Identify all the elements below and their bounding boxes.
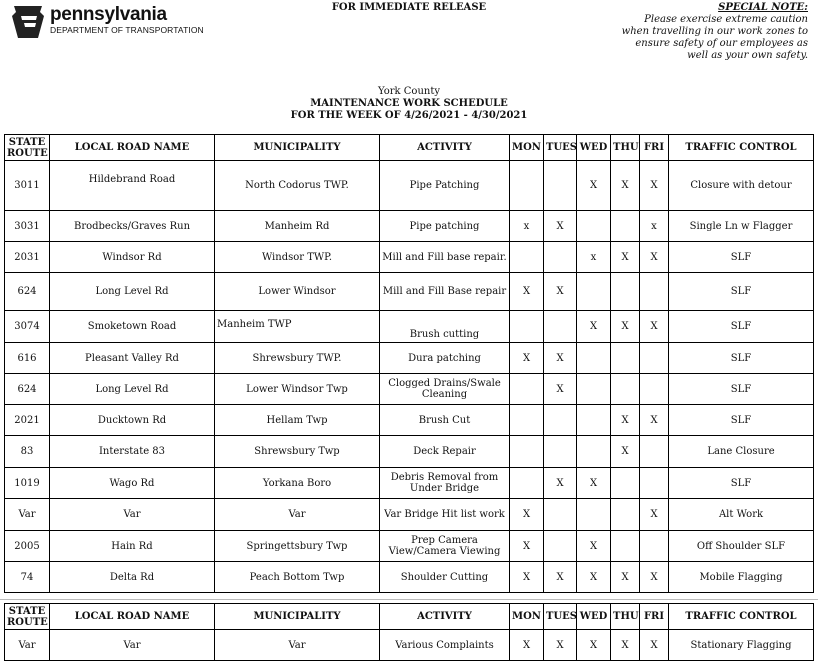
traffic-cell: SLF	[669, 374, 814, 405]
tues-cell	[544, 405, 577, 436]
traffic-cell: Alt Work	[669, 499, 814, 531]
road-cell: Hain Rd	[50, 531, 215, 562]
wed-cell: x	[577, 242, 611, 273]
tues-cell	[544, 242, 577, 273]
tues-cell	[544, 161, 577, 211]
wed-cell	[577, 436, 611, 468]
fri-cell: X	[640, 499, 669, 531]
col-state-route: STATE ROUTE	[5, 135, 50, 161]
special-note-title: SPECIAL NOTE:	[718, 2, 808, 13]
activity-cell: Mill and Fill Base repair	[380, 273, 510, 311]
mon-cell: x	[510, 211, 544, 242]
special-note-line: well as your own safety.	[687, 50, 808, 61]
mon-cell	[510, 161, 544, 211]
release-label: FOR IMMEDIATE RELEASE	[331, 2, 487, 13]
wed-cell	[577, 499, 611, 531]
traffic-cell: SLF	[669, 405, 814, 436]
route-cell: 3031	[5, 211, 50, 242]
tues-cell: X	[544, 343, 577, 374]
col-fri: FRI	[640, 604, 669, 630]
wed-cell: X	[577, 468, 611, 499]
road-cell: Smoketown Road	[50, 311, 215, 343]
thu-cell: X	[611, 405, 640, 436]
fri-cell	[640, 436, 669, 468]
tues-cell	[544, 311, 577, 343]
col-thu: THU	[611, 135, 640, 161]
municipality-cell: Lower Windsor Twp	[215, 374, 380, 405]
thu-cell: X	[611, 161, 640, 211]
route-cell: Var	[5, 630, 50, 661]
fri-cell	[640, 343, 669, 374]
special-note-line: Please exercise extreme caution	[644, 14, 808, 25]
activity-cell: Pipe patching	[380, 211, 510, 242]
activity-cell: Pipe Patching	[380, 161, 510, 211]
thu-cell: X	[611, 242, 640, 273]
tues-cell	[544, 436, 577, 468]
thu-cell	[611, 468, 640, 499]
col-traffic: TRAFFIC CONTROL	[669, 604, 814, 630]
mon-cell	[510, 311, 544, 343]
traffic-cell: SLF	[669, 242, 814, 273]
table-row	[5, 273, 814, 311]
fri-cell	[640, 273, 669, 311]
traffic-cell: Off Shoulder SLF	[669, 531, 814, 562]
col-municipality: MUNICIPALITY	[215, 604, 380, 630]
activity-cell: Debris Removal from Under Bridge	[380, 468, 510, 499]
table-row	[5, 374, 814, 405]
mon-cell	[510, 405, 544, 436]
table-row	[5, 211, 814, 242]
road-cell: Ducktown Rd	[50, 405, 215, 436]
special-note-line: ensure safety of our employees as	[635, 38, 808, 49]
fri-cell: X	[640, 405, 669, 436]
route-cell: 74	[5, 562, 50, 593]
wed-cell	[577, 343, 611, 374]
wed-cell	[577, 374, 611, 405]
table-row	[5, 311, 814, 343]
traffic-cell: Stationary Flagging	[669, 630, 814, 661]
county-name: York County	[378, 86, 440, 97]
tues-cell: X	[544, 374, 577, 405]
activity-cell: Shoulder Cutting	[380, 562, 510, 593]
municipality-cell: Var	[215, 630, 380, 661]
table-row	[5, 161, 814, 211]
traffic-cell: SLF	[669, 273, 814, 311]
col-mon: MON	[510, 604, 544, 630]
fri-cell: X	[640, 242, 669, 273]
municipality-cell: Windsor TWP.	[215, 242, 380, 273]
tues-cell: X	[544, 211, 577, 242]
table-row	[5, 436, 814, 468]
tues-cell: X	[544, 562, 577, 593]
activity-cell: Dura patching	[380, 343, 510, 374]
mon-cell: X	[510, 562, 544, 593]
municipality-cell: Manheim Rd	[215, 211, 380, 242]
mon-cell	[510, 468, 544, 499]
route-cell: 3011	[5, 161, 50, 211]
municipality-cell: Peach Bottom Twp	[215, 562, 380, 593]
thu-cell	[611, 531, 640, 562]
mon-cell	[510, 374, 544, 405]
activity-cell: Deck Repair	[380, 436, 510, 468]
col-tues: TUES	[544, 604, 577, 630]
table-row	[5, 499, 814, 531]
col-traffic: TRAFFIC CONTROL	[669, 135, 814, 161]
special-note	[608, 2, 808, 62]
activity-cell: Var Bridge Hit list work	[380, 499, 510, 531]
special-note-line: when travelling in our work zones to	[621, 26, 808, 37]
table-header-row	[5, 135, 814, 161]
table-row	[5, 562, 814, 593]
schedule-heading	[0, 86, 818, 122]
fri-cell	[640, 531, 669, 562]
activity-cell: Various Complaints	[380, 630, 510, 661]
logo-department: DEPARTMENT OF TRANSPORTATION	[50, 25, 204, 35]
wed-cell: X	[577, 562, 611, 593]
fri-cell: x	[640, 211, 669, 242]
col-fri: FRI	[640, 135, 669, 161]
traffic-cell: Single Ln w Flagger	[669, 211, 814, 242]
route-cell: 624	[5, 374, 50, 405]
table-row	[5, 531, 814, 562]
thu-cell: X	[611, 311, 640, 343]
traffic-cell: Mobile Flagging	[669, 562, 814, 593]
route-cell: 3074	[5, 311, 50, 343]
thu-cell: X	[611, 630, 640, 661]
col-thu: THU	[611, 604, 640, 630]
municipality-cell: Var	[215, 499, 380, 531]
schedule-title: MAINTENANCE WORK SCHEDULE	[310, 98, 508, 109]
table-row	[5, 468, 814, 499]
work-schedule-table-2	[4, 603, 814, 661]
road-cell: Pleasant Valley Rd	[50, 343, 215, 374]
municipality-cell: Shrewsbury Twp	[215, 436, 380, 468]
traffic-cell: Lane Closure	[669, 436, 814, 468]
route-cell: 2031	[5, 242, 50, 273]
municipality-cell: Hellam Twp	[215, 405, 380, 436]
col-state-route: STATE ROUTE	[5, 604, 50, 630]
mon-cell: X	[510, 343, 544, 374]
fri-cell: X	[640, 161, 669, 211]
activity-cell: Brush cutting	[380, 311, 510, 343]
col-municipality: MUNICIPALITY	[215, 135, 380, 161]
route-cell: 2005	[5, 531, 50, 562]
traffic-cell: SLF	[669, 468, 814, 499]
activity-cell: Clogged Drains/Swale Cleaning	[380, 374, 510, 405]
wed-cell: X	[577, 531, 611, 562]
municipality-cell: Yorkana Boro	[215, 468, 380, 499]
road-cell: Wago Rd	[50, 468, 215, 499]
col-activity: ACTIVITY	[380, 604, 510, 630]
table-row	[5, 343, 814, 374]
road-cell: Windsor Rd	[50, 242, 215, 273]
tues-cell	[544, 531, 577, 562]
fri-cell: X	[640, 630, 669, 661]
table-row	[5, 242, 814, 273]
section-divider	[0, 599, 818, 600]
route-cell: 1019	[5, 468, 50, 499]
activity-cell: Mill and Fill base repair.	[380, 242, 510, 273]
thu-cell	[611, 499, 640, 531]
col-wed: WED	[577, 135, 611, 161]
col-road: LOCAL ROAD NAME	[50, 604, 215, 630]
road-cell: Long Level Rd	[50, 374, 215, 405]
route-cell: 624	[5, 273, 50, 311]
municipality-cell: Springettsbury Twp	[215, 531, 380, 562]
road-cell: Brodbecks/Graves Run	[50, 211, 215, 242]
municipality-cell: North Codorus TWP.	[215, 161, 380, 211]
mon-cell	[510, 436, 544, 468]
logo-name: pennsylvania	[50, 4, 167, 25]
wed-cell: X	[577, 630, 611, 661]
road-cell: Delta Rd	[50, 562, 215, 593]
col-activity: ACTIVITY	[380, 135, 510, 161]
fri-cell	[640, 468, 669, 499]
fri-cell: X	[640, 562, 669, 593]
thu-cell	[611, 343, 640, 374]
mon-cell: X	[510, 630, 544, 661]
traffic-cell: SLF	[669, 343, 814, 374]
fri-cell: X	[640, 311, 669, 343]
road-cell: Var	[50, 499, 215, 531]
mon-cell: X	[510, 499, 544, 531]
wed-cell	[577, 273, 611, 311]
municipality-cell: Manheim TWP	[215, 311, 380, 343]
tues-cell: X	[544, 468, 577, 499]
mon-cell: X	[510, 273, 544, 311]
activity-cell: Prep Camera View/Camera Viewing	[380, 531, 510, 562]
tues-cell	[544, 499, 577, 531]
road-cell: Hildebrand Road	[50, 161, 215, 211]
mon-cell	[510, 242, 544, 273]
wed-cell	[577, 211, 611, 242]
week-range: FOR THE WEEK OF 4/26/2021 - 4/30/2021	[290, 110, 528, 121]
work-schedule-table	[4, 134, 814, 593]
col-tues: TUES	[544, 135, 577, 161]
thu-cell	[611, 211, 640, 242]
traffic-cell: Closure with detour	[669, 161, 814, 211]
route-cell: 2021	[5, 405, 50, 436]
thu-cell: X	[611, 562, 640, 593]
wed-cell: X	[577, 311, 611, 343]
thu-cell	[611, 374, 640, 405]
road-cell: Long Level Rd	[50, 273, 215, 311]
thu-cell: X	[611, 436, 640, 468]
road-cell: Var	[50, 630, 215, 661]
traffic-cell: SLF	[669, 311, 814, 343]
table-row	[5, 630, 814, 661]
wed-cell: X	[577, 161, 611, 211]
tues-cell: X	[544, 630, 577, 661]
activity-cell: Brush Cut	[380, 405, 510, 436]
wed-cell	[577, 405, 611, 436]
mon-cell: X	[510, 531, 544, 562]
municipality-cell: Shrewsbury TWP.	[215, 343, 380, 374]
tues-cell: X	[544, 273, 577, 311]
col-road: LOCAL ROAD NAME	[50, 135, 215, 161]
fri-cell	[640, 374, 669, 405]
road-cell: Interstate 83	[50, 436, 215, 468]
col-mon: MON	[510, 135, 544, 161]
table-row	[5, 405, 814, 436]
route-cell: 83	[5, 436, 50, 468]
route-cell: Var	[5, 499, 50, 531]
table-header-row	[5, 604, 814, 630]
route-cell: 616	[5, 343, 50, 374]
thu-cell	[611, 273, 640, 311]
municipality-cell: Lower Windsor	[215, 273, 380, 311]
col-wed: WED	[577, 604, 611, 630]
